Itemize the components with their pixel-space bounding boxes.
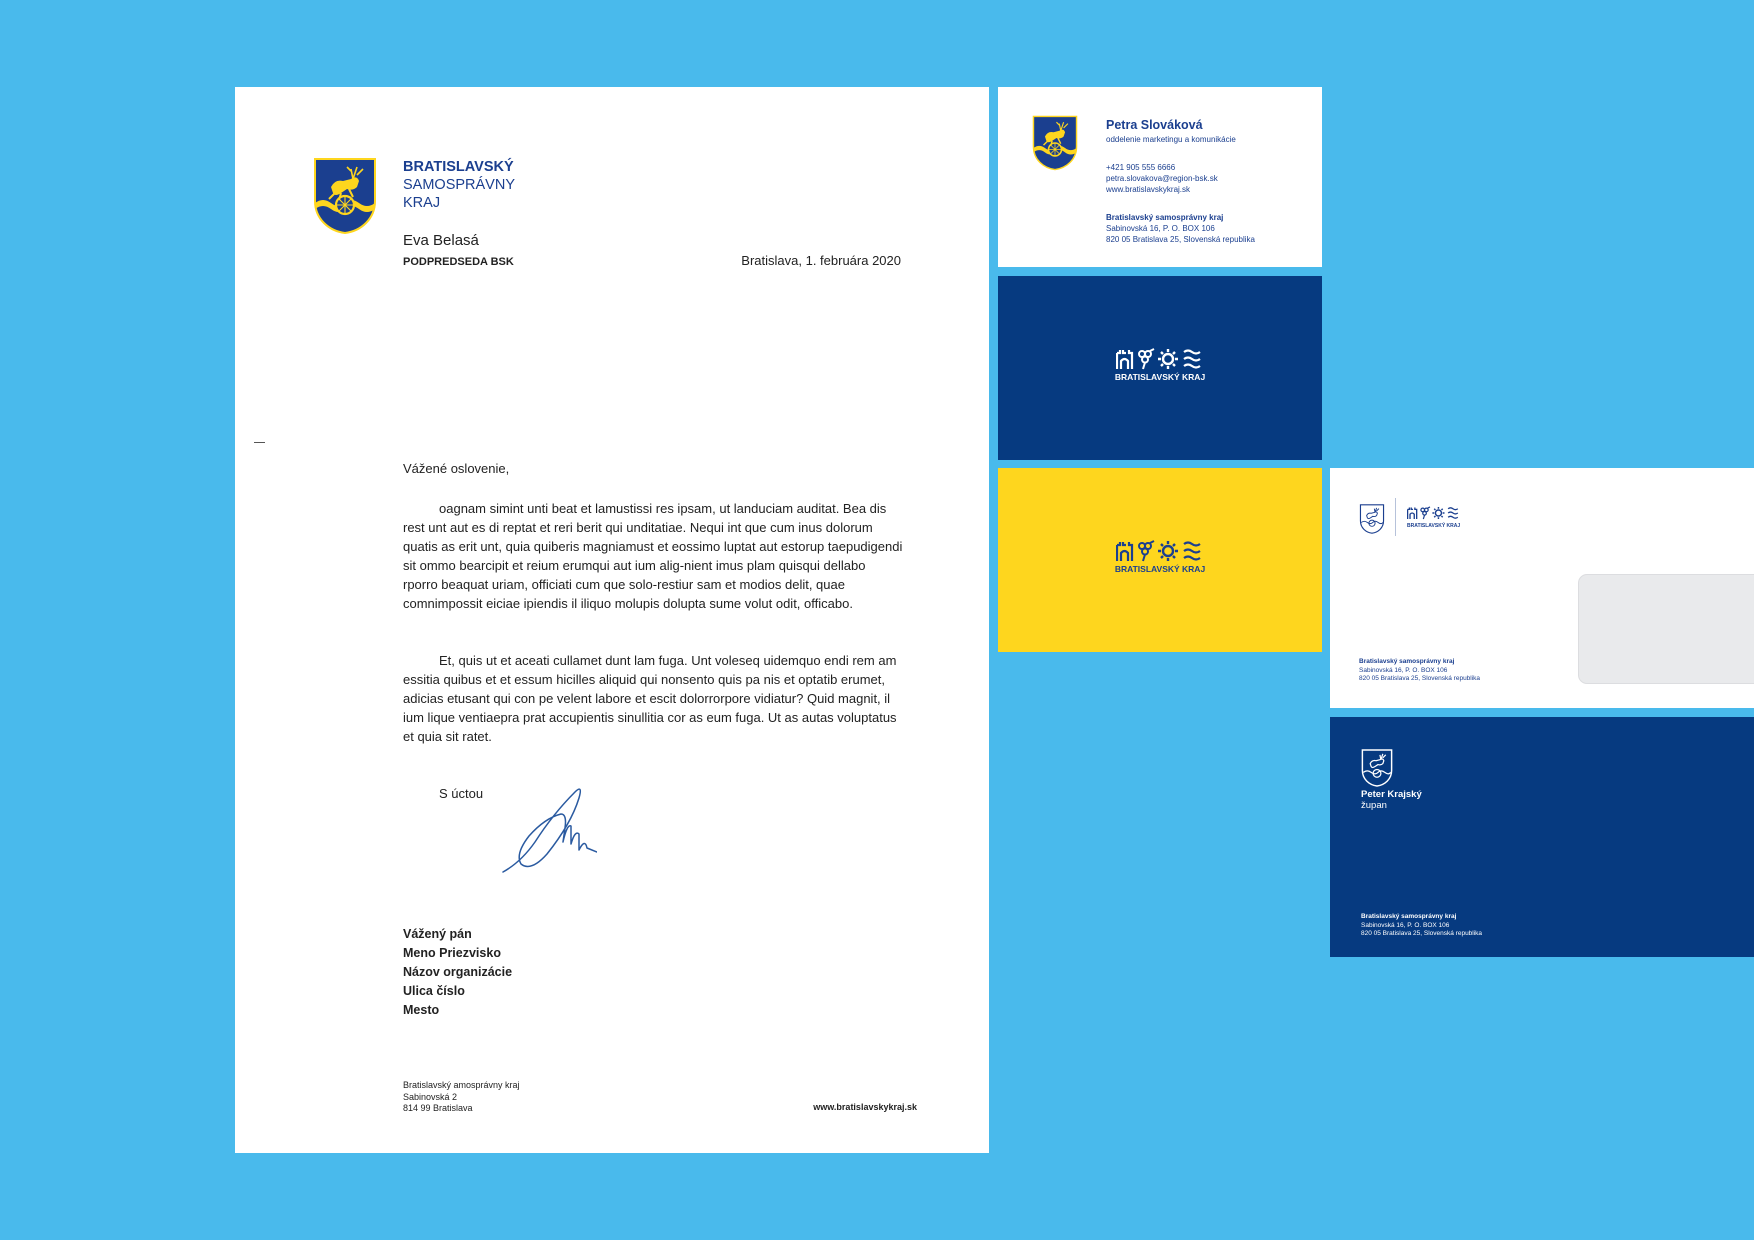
footer-line-1: Bratislavský amosprávny kraj <box>403 1080 520 1090</box>
envelope-org-address-1: Sabinovská 16, P. O. BOX 106 <box>1359 666 1448 674</box>
brand-logo-text <box>403 158 515 212</box>
card-website: www.bratislavskykraj.sk <box>1106 185 1191 194</box>
body-paragraph-1-text: oagnam simint unti beat et lamustissi res ipsam, ut landuciam auditat. Bea dis rest unt aut es di reptat et reri berit qui unditatiae. Nequi int que cum inus dolorum quatis as erit unt, quia quiberis magniamust et eossimo luptat aut estorup taepudigendi sit ommo bearcipit et reium erumqui aut ium alig-nient imus plam quisqui dellabo rporro beaquat uriam, officiati cum que solo-restiur sam et modios delit, quae comnimpossit eiciae ipiendis il iliquo molupis dolupta sume volut odit, officabo. <box>403 501 903 611</box>
compliment-person-title: župan <box>1361 800 1387 811</box>
logo-line-3: KRAJ <box>403 195 441 211</box>
brand-wordmark: BRATISLAVSKÝ KRAJ <box>1407 523 1461 529</box>
recipient-line-3: Názov organizácie <box>403 965 513 979</box>
recipient-line-4: Ulica číslo <box>403 984 465 998</box>
letter-footer-address <box>403 1080 520 1115</box>
envelope <box>1330 468 1754 708</box>
compliment-org-address <box>1361 913 1482 939</box>
card-org-address-1: Sabinovská 16, P. O. BOX 106 <box>1106 224 1215 233</box>
sender-name: Eva Belasá <box>403 232 479 249</box>
sender-role: PODPREDSEDA BSK <box>403 256 514 268</box>
brand-wordmark: BRATISLAVSKÝ KRAJ <box>1114 564 1206 574</box>
card-organization <box>1106 212 1255 245</box>
letterhead-page <box>235 87 989 1153</box>
logo-line-1: BRATISLAVSKÝ <box>403 159 514 175</box>
brand-symbols-icon <box>1116 348 1202 370</box>
logo-line-2: SAMOSPRÁVNY <box>403 177 515 193</box>
coat-of-arms-icon <box>312 157 378 235</box>
coat-of-arms-icon <box>1359 504 1385 534</box>
compliment-person <box>1361 789 1422 811</box>
coat-of-arms-icon <box>1031 115 1079 171</box>
body-paragraph-2-text: Et, quis ut et aceati cullamet dunt lam fuga. Unt voleseq uidemquo endi rem am essitia quibus et et essum hicilles aliquid qui nonsento quis pa nis et optatib erumet, adicias etusant qui con pe velent labore et escit dolorrorpore vidiatur? Quid magnit, il ium lique ventiaepra prat accupientis sinullitia cor as eum fuga. Ut as autas voluptatus et quia sit ratet. <box>403 653 897 744</box>
salutation: Vážené oslovenie, <box>403 461 510 476</box>
card-department: oddelenie marketingu a komunikácie <box>1106 135 1236 144</box>
body-paragraph-1 <box>403 499 903 613</box>
fold-mark <box>254 442 265 443</box>
card-phone: +421 905 555 6666 <box>1106 163 1176 172</box>
footer-line-3: 814 99 Bratislava <box>403 1103 473 1113</box>
letter-date: Bratislava, 1. februára 2020 <box>741 253 901 268</box>
envelope-org-address-2: 820 05 Bratislava 25, Slovenská republika <box>1359 675 1481 683</box>
compliment-card <box>1330 717 1754 957</box>
business-card-front <box>998 87 1322 267</box>
card-org-address-2: 820 05 Bratislava 25, Slovenská republika <box>1106 235 1255 244</box>
compliment-org-address-1: Sabinovská 16, P. O. BOX 106 <box>1361 921 1450 929</box>
recipient-line-5: Mesto <box>403 1003 440 1017</box>
recipient-line-2: Meno Priezvisko <box>403 946 501 960</box>
business-card-back-yellow <box>998 468 1322 652</box>
envelope-address-window <box>1578 574 1754 684</box>
brand-wordmark: BRATISLAVSKÝ KRAJ <box>1114 372 1206 382</box>
brand-symbols-icon <box>1116 540 1202 562</box>
envelope-sender-address <box>1359 658 1480 684</box>
card-org-name: Bratislavský samosprávny kraj <box>1106 213 1224 222</box>
business-card-back-blue <box>998 276 1322 460</box>
signature-icon <box>501 784 597 874</box>
compliment-org-name: Bratislavský samosprávny kraj <box>1361 913 1457 920</box>
recipient-line-1: Vážený pán <box>403 927 472 941</box>
compliment-person-name: Peter Krajský <box>1361 789 1422 800</box>
coat-of-arms-icon <box>1360 749 1394 787</box>
card-person-name: Petra Slováková <box>1106 118 1203 132</box>
logo-divider <box>1395 498 1396 536</box>
envelope-org-name: Bratislavský samosprávny kraj <box>1359 658 1455 665</box>
recipient-address <box>403 925 512 1020</box>
brand-symbols-icon <box>1407 506 1459 520</box>
closing: S úctou <box>439 786 484 801</box>
compliment-org-address-2: 820 05 Bratislava 25, Slovenská republika <box>1361 930 1483 938</box>
card-contact <box>1106 162 1218 195</box>
footer-line-2: Sabinovská 2 <box>403 1091 458 1102</box>
card-email: petra.slovakova@region-bsk.sk <box>1106 174 1218 183</box>
body-paragraph-2 <box>403 651 903 746</box>
letter-footer-website: www.bratislavskykraj.sk <box>813 1102 917 1112</box>
